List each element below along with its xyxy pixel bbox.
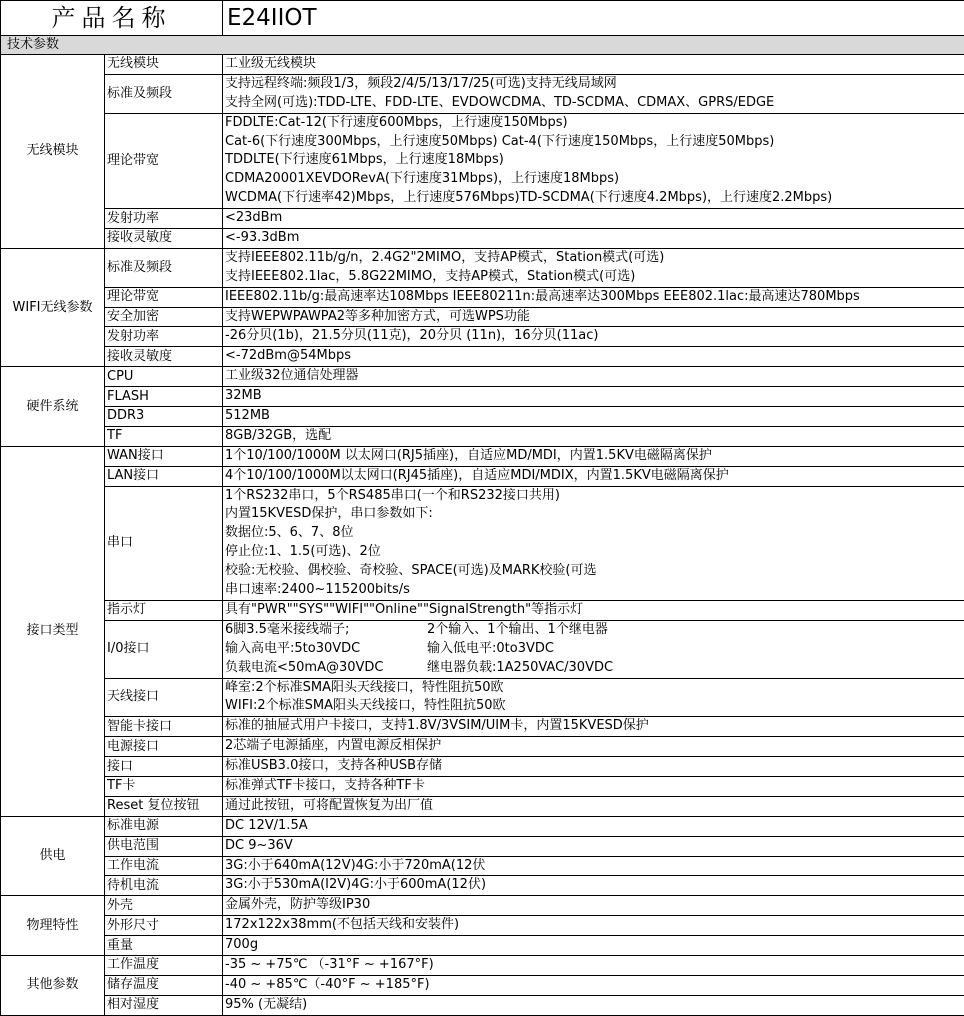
spec-row bbox=[1, 975, 964, 995]
spec-row bbox=[1, 55, 964, 75]
parameter-value bbox=[223, 367, 964, 387]
parameter-value bbox=[223, 486, 964, 600]
value-line: CDMA20001XEVDORevA(下行速度31Mbps)，上行速度18Mbps) bbox=[225, 170, 962, 189]
value-line: 峰室:2个标准SMA阳头天线接口，特性阻抗50欧 bbox=[225, 679, 962, 698]
parameter-value bbox=[223, 955, 964, 975]
value-line: 支持IEEE802.1lac，5.8G22MIMO，支持AP模式，Station模式(可选) bbox=[225, 268, 962, 287]
value-line: 标准弹式TF卡接口，支持各种TF卡 bbox=[225, 777, 962, 796]
parameter-value bbox=[223, 975, 964, 995]
group-name-interface: 接口类型 bbox=[1, 446, 105, 816]
parameter-value bbox=[223, 55, 964, 75]
spec-row bbox=[1, 209, 964, 229]
parameter-value bbox=[223, 307, 964, 327]
value-left: 6脚3.5毫米接线端子; bbox=[225, 621, 427, 640]
value-line: <23dBm bbox=[225, 209, 962, 228]
parameter-value bbox=[223, 737, 964, 757]
spec-row bbox=[1, 737, 964, 757]
parameter-value bbox=[223, 327, 964, 347]
value-right: 2个输入、1个输出、1个继电器 bbox=[427, 622, 608, 637]
parameter-value bbox=[223, 466, 964, 486]
value-line: 通过此按钮，可将配置恢复为出厂值 bbox=[225, 797, 962, 816]
value-line: 3G:小于530mA(I2V)4G:小于600mA(12伏) bbox=[225, 876, 962, 895]
value-line: 1个10/100/1000M 以太网口(RJ5插座)，自适应MD/MDI，内置1.5KV电磁隔离保护 bbox=[225, 447, 962, 466]
parameter-value bbox=[223, 209, 964, 229]
parameter-label: I/0接口 bbox=[105, 620, 223, 678]
value-line: 具有"PWR""SYS""WIFI""Online""SignalStrength"等指示灯 bbox=[225, 601, 962, 620]
value-line: 支持IEEE802.11b/g/n，2.4G2"2MIMO，支持AP模式，Station模式(可选) bbox=[225, 249, 962, 268]
value-line: FDDLTE:Cat-12(下行速度600Mbps，上行速度150Mbps) bbox=[225, 114, 962, 133]
parameter-value bbox=[223, 717, 964, 737]
spec-row bbox=[1, 678, 964, 717]
parameter-value bbox=[223, 916, 964, 936]
parameter-label: 指示灯 bbox=[105, 600, 223, 620]
value-line: 172x122x38mm(不包括天线和安装件) bbox=[225, 916, 962, 935]
parameter-value bbox=[223, 229, 964, 249]
parameter-label: FLASH bbox=[105, 387, 223, 407]
value-line: 数据位:5、6、7、8位 bbox=[225, 524, 962, 543]
parameter-label: DDR3 bbox=[105, 407, 223, 427]
spec-row bbox=[1, 327, 964, 347]
parameter-value bbox=[223, 600, 964, 620]
spec-row bbox=[1, 776, 964, 796]
value-line: 512MB bbox=[225, 407, 962, 426]
value-line: 工业级无线模块 bbox=[225, 55, 962, 74]
spec-row bbox=[1, 995, 964, 1015]
group-name-power: 供电 bbox=[1, 816, 105, 896]
value-right: 继电器负载:1A250VAC/30VDC bbox=[427, 660, 613, 675]
parameter-label: 安全加密 bbox=[105, 307, 223, 327]
spec-table-body bbox=[1, 1, 964, 1016]
spec-row bbox=[1, 248, 964, 287]
value-line: 700g bbox=[225, 936, 962, 955]
parameter-label: WAN接口 bbox=[105, 446, 223, 466]
value-right: 输入低电平:0to3VDC bbox=[427, 641, 554, 656]
parameter-label: 标准及频段 bbox=[105, 74, 223, 113]
parameter-label: 工作温度 bbox=[105, 955, 223, 975]
parameter-value bbox=[223, 856, 964, 876]
parameter-label: 储存温度 bbox=[105, 975, 223, 995]
parameter-value bbox=[223, 113, 964, 208]
parameter-value bbox=[223, 876, 964, 896]
value-line: 工业级32位通信处理器 bbox=[225, 367, 962, 386]
parameter-label: 待机电流 bbox=[105, 876, 223, 896]
value-line: 支持全网(可选):TDD-LTE、FDD-LTE、EVDOWCDMA、TD-SCDMA、CDMAX、GPRS/EDGE bbox=[225, 94, 962, 113]
value-line bbox=[225, 640, 962, 659]
spec-row bbox=[1, 307, 964, 327]
parameter-label: 电源接口 bbox=[105, 737, 223, 757]
parameter-label: Reset 复位按钮 bbox=[105, 796, 223, 816]
parameter-label: 天线接口 bbox=[105, 678, 223, 717]
spec-row bbox=[1, 367, 964, 387]
section-header-row bbox=[1, 36, 964, 55]
parameter-value bbox=[223, 74, 964, 113]
parameter-label: 外形尺寸 bbox=[105, 916, 223, 936]
spec-row bbox=[1, 113, 964, 208]
section-title: 技术参数 bbox=[1, 36, 964, 55]
value-line: IEEE802.11b/g:最高速率达108Mbps IEEE80211n:最高速率达300Mbps EEE802.1lac:最高速达780Mbps bbox=[225, 288, 962, 307]
spec-row bbox=[1, 347, 964, 367]
spec-row bbox=[1, 836, 964, 856]
group-name-physical: 物理特性 bbox=[1, 896, 105, 956]
parameter-value bbox=[223, 347, 964, 367]
value-line: 8GB/32GB，选配 bbox=[225, 427, 962, 446]
parameter-label: 接收灵敏度 bbox=[105, 347, 223, 367]
parameter-value bbox=[223, 407, 964, 427]
parameter-value bbox=[223, 287, 964, 307]
value-line: DC 9~36V bbox=[225, 837, 962, 856]
spec-row bbox=[1, 407, 964, 427]
spec-row bbox=[1, 816, 964, 836]
parameter-value bbox=[223, 936, 964, 956]
value-line: 32MB bbox=[225, 387, 962, 406]
parameter-label: 发射功率 bbox=[105, 327, 223, 347]
value-line: 支持WEPWPAWPA2等多种加密方式，可选WPS功能 bbox=[225, 308, 962, 327]
value-line: 4个10/100/1000M以太网口(RJ45插座)，自适应MDI/MDIX，内置1.5KV电磁隔离保护 bbox=[225, 467, 962, 486]
parameter-label: TF卡 bbox=[105, 776, 223, 796]
spec-row bbox=[1, 426, 964, 446]
spec-row bbox=[1, 600, 964, 620]
parameter-value bbox=[223, 796, 964, 816]
parameter-value bbox=[223, 816, 964, 836]
value-line: 3G:小于640mA(12V)4G:小于720mA(12伏 bbox=[225, 857, 962, 876]
spec-row bbox=[1, 955, 964, 975]
value-line: 95% (无凝结) bbox=[225, 996, 962, 1015]
value-line: -26分贝(1b)，21.5分贝(11克)，20分贝 (11n)，16分贝(11ac) bbox=[225, 327, 962, 346]
value-line: 支持远程终端:频段1/3，频段2/4/5/13/17/25(可选)支持无线局域网 bbox=[225, 75, 962, 94]
spec-row bbox=[1, 466, 964, 486]
parameter-value bbox=[223, 776, 964, 796]
parameter-value bbox=[223, 995, 964, 1015]
spec-row bbox=[1, 486, 964, 600]
value-line: 标准的抽屉式用户卡接口，支持1.8V/3VSIM/UIM卡，内置15KVESD保护 bbox=[225, 717, 962, 736]
spec-row bbox=[1, 876, 964, 896]
parameter-label: 工作电流 bbox=[105, 856, 223, 876]
parameter-value bbox=[223, 426, 964, 446]
parameter-value bbox=[223, 836, 964, 856]
spec-row bbox=[1, 916, 964, 936]
value-left: 输入高电平:5to30VDC bbox=[225, 640, 427, 659]
spec-row bbox=[1, 74, 964, 113]
parameter-value bbox=[223, 620, 964, 678]
value-line: 1个RS232串口，5个RS485串口(一个和RS232接口共用) bbox=[225, 487, 962, 506]
parameter-value bbox=[223, 387, 964, 407]
value-line: 金属外壳，防护等级IP30 bbox=[225, 896, 962, 915]
parameter-label: 理论带宽 bbox=[105, 287, 223, 307]
spec-row bbox=[1, 757, 964, 777]
parameter-label: 智能卡接口 bbox=[105, 717, 223, 737]
spec-row bbox=[1, 856, 964, 876]
group-name-hardware: 硬件系统 bbox=[1, 367, 105, 447]
parameter-label: 标准电源 bbox=[105, 816, 223, 836]
parameter-label: 无线模块 bbox=[105, 55, 223, 75]
value-line: DC 12V/1.5A bbox=[225, 817, 962, 836]
group-name-other: 其他参数 bbox=[1, 955, 105, 1015]
spec-row bbox=[1, 287, 964, 307]
parameter-label: 重量 bbox=[105, 936, 223, 956]
value-line: Cat-6(下行速度300Mbps，上行速度50Mbps) Cat-4(下行速度150Mbps，上行速度50Mbps) bbox=[225, 133, 962, 152]
value-line: WIFI:2个标准SMA阳头天线接口，特性阻抗50欧 bbox=[225, 697, 962, 716]
spec-row bbox=[1, 446, 964, 466]
value-line: -35 ~ +75℃ （-31°F ~ +167°F) bbox=[225, 956, 962, 975]
parameter-label: 相对湿度 bbox=[105, 995, 223, 1015]
parameter-label: 标准及频段 bbox=[105, 248, 223, 287]
value-line: -40 ~ +85℃（-40°F ~ +185°F) bbox=[225, 976, 962, 995]
value-line: WCDMA(下行速率42)Mbps，上行速度576Mbps)TD-SCDMA(下行速度4.2Mbps)，上行速度2.2Mbps) bbox=[225, 189, 962, 208]
product-name-label: 产品名称 bbox=[1, 1, 223, 36]
value-line: 内置15KVESD保护，串口参数如下: bbox=[225, 505, 962, 524]
value-left: 负载电流<50mA@30VDC bbox=[225, 659, 427, 678]
spec-row bbox=[1, 896, 964, 916]
spec-row bbox=[1, 620, 964, 678]
value-line: 串口速率:2400~115200bits/s bbox=[225, 581, 962, 600]
parameter-label: 理论带宽 bbox=[105, 113, 223, 208]
product-name-value: E24IIOT bbox=[223, 1, 964, 36]
title-row bbox=[1, 1, 964, 36]
group-name-wifi: WIFI无线参数 bbox=[1, 248, 105, 366]
parameter-value bbox=[223, 757, 964, 777]
value-line: 校验:无校验、偶校验、奇校验、SPACE(可选)及MARK校验(可选 bbox=[225, 562, 962, 581]
parameter-label: 接收灵敏度 bbox=[105, 229, 223, 249]
parameter-label: 供电范围 bbox=[105, 836, 223, 856]
parameter-label: 串口 bbox=[105, 486, 223, 600]
spec-row bbox=[1, 936, 964, 956]
group-name-wireless: 无线模块 bbox=[1, 55, 105, 249]
spec-row bbox=[1, 229, 964, 249]
parameter-label: CPU bbox=[105, 367, 223, 387]
parameter-value bbox=[223, 248, 964, 287]
parameter-label: TF bbox=[105, 426, 223, 446]
value-line: 标准USB3.0接口，支持各种USB存储 bbox=[225, 757, 962, 776]
value-line bbox=[225, 621, 962, 640]
value-line: 2芯端子电源插座，内置电源反相保护 bbox=[225, 737, 962, 756]
value-line: <-72dBm@54Mbps bbox=[225, 347, 962, 366]
value-line bbox=[225, 659, 962, 678]
parameter-value bbox=[223, 446, 964, 466]
parameter-value bbox=[223, 896, 964, 916]
parameter-label: 外壳 bbox=[105, 896, 223, 916]
spec-row bbox=[1, 387, 964, 407]
value-line: 停止位:1、1.5(可选)、2位 bbox=[225, 543, 962, 562]
parameter-value bbox=[223, 678, 964, 717]
value-line: <-93.3dBm bbox=[225, 229, 962, 248]
parameter-label: LAN接口 bbox=[105, 466, 223, 486]
value-line: TDDLTE(下行速度61Mbps，上行速度18Mbps) bbox=[225, 151, 962, 170]
spec-row bbox=[1, 717, 964, 737]
parameter-label: 接口 bbox=[105, 757, 223, 777]
spec-row bbox=[1, 796, 964, 816]
parameter-label: 发射功率 bbox=[105, 209, 223, 229]
